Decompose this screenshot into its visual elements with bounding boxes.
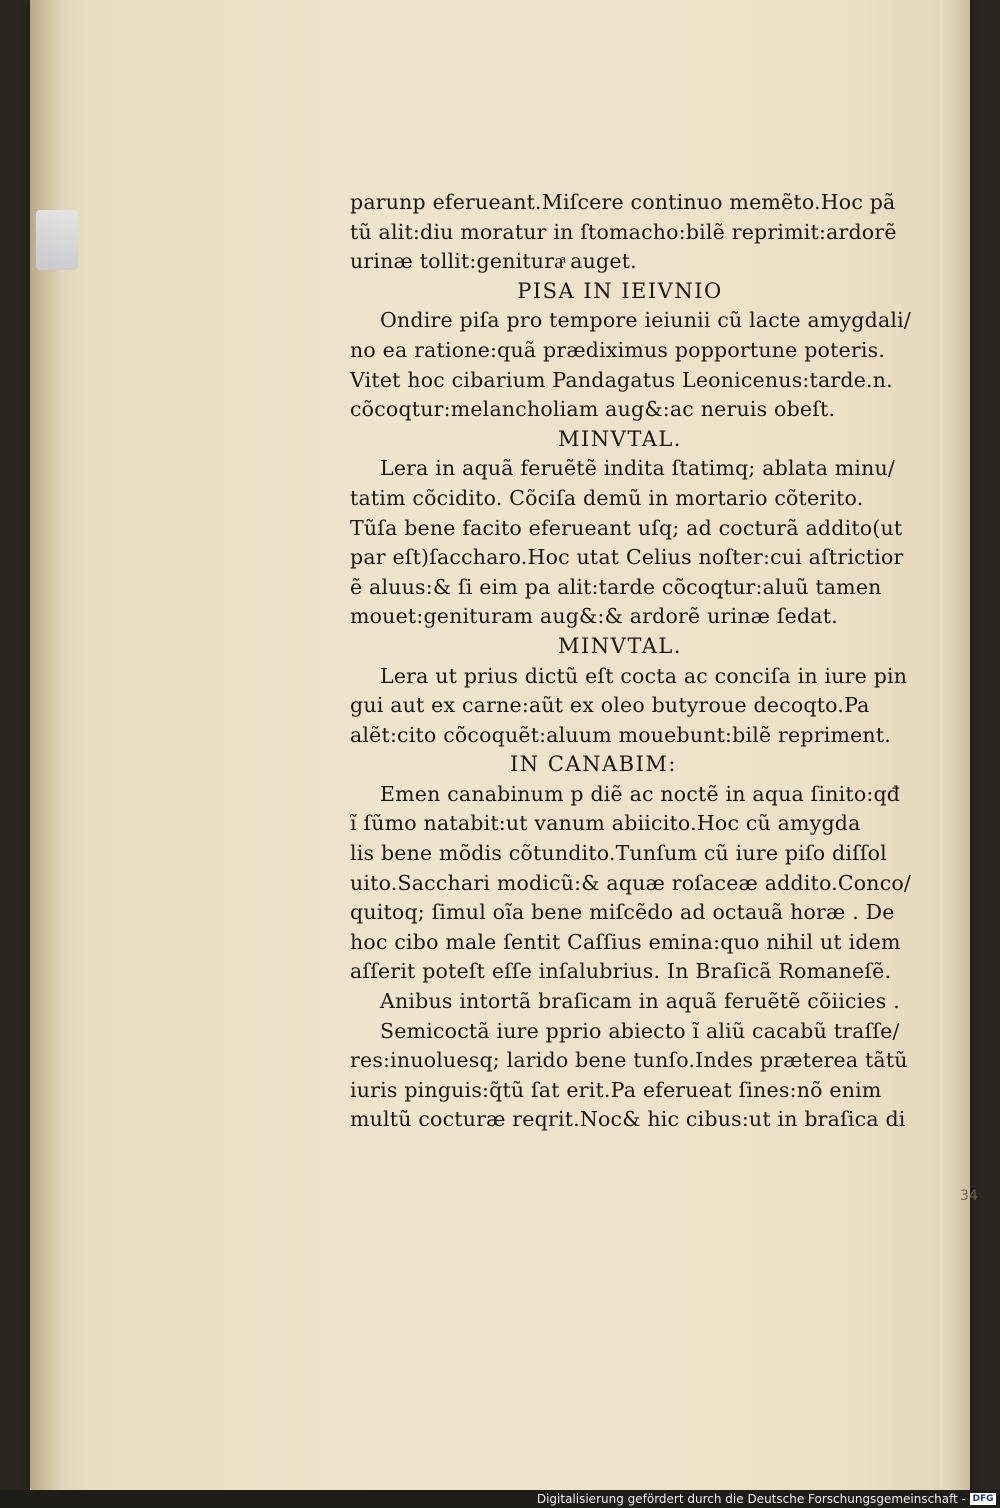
text-line: Semicoctã iure pprio abiecto ĩ aliũ cacabũ traſſe/: [380, 1018, 900, 1043]
text-line: Anibus intortã braſicam in aquã feruẽtẽ cõiicies .: [380, 989, 900, 1014]
text-line: Emen canabinum p diẽ ac noctẽ in aqua ſinito:qđ: [380, 781, 901, 806]
text-line: no ea ratione:quã prædiximus popportune poteris.: [350, 337, 886, 362]
text-line: tatim cõcidito. Cõciſa demũ in mortario cõterito.: [350, 485, 864, 510]
text-line: ĩ ſũmo natabit:ut vanum abiicito.Hoc cũ amygda: [350, 811, 861, 836]
text-line: ẽ aluus:& ſi eim pa alit:tarde cõcoqtur:aluũ tamen: [350, 574, 882, 599]
text-line: par eſt)ſaccharo.Hoc utat Celius noſter:cui aſtrictior: [350, 545, 904, 570]
text-line: iuris pinguis:q̃tũ ſat erit.Pa eferueat ſines:nõ enim: [350, 1077, 882, 1102]
text-line: Lera in aquã feruẽtẽ indita ſtatimq; ablata minu/: [380, 456, 896, 481]
text-line: cõcoqtur:melancholiam aug&:ac neruis obeſt.: [350, 397, 836, 422]
section-heading: PISA IN IEIVNIO: [517, 278, 723, 303]
text-line: quitoq; ſimul oĩa bene miſcẽdo ad octauã horæ . De: [350, 900, 895, 925]
page-fore-edge: [940, 0, 970, 1490]
dfg-logo: DFG: [970, 1493, 996, 1505]
section-heading: MINVTAL.: [558, 426, 682, 451]
text-line: Tũſa bene facito eferueant uſq; ad cocturã addito(ut: [350, 515, 903, 540]
section-heading: IN CANABIM:: [510, 752, 677, 777]
text-line: aſſerit poteſt eſſe inſalubrius. In Braſicã Romaneſẽ.: [350, 959, 892, 984]
text-line: tũ alit:diu moratur in ſtomacho:bilẽ reprimit:ardorẽ: [350, 219, 897, 244]
folio-number: 34: [960, 1188, 978, 1204]
section-heading: MINVTAL.: [558, 633, 682, 658]
digitization-credit: Digitalisierung gefördert durch die Deutsche Forschungsgemeinschaft -: [536, 1492, 966, 1506]
text-line: hoc cibo male ſentit Caſſius emina:quo nihil ut idem: [350, 929, 901, 954]
text-line: Ondire piſa pro tempore ieiunii cũ lacte amygdali/: [380, 308, 911, 333]
text-line: Lera ut prius dictũ eſt cocta ac conciſa in iure pin: [380, 663, 908, 688]
text-line: alẽt:cito cõcoquẽt:aluum mouebunt:bilẽ repriment.: [350, 722, 891, 747]
text-line: urinæ tollit:genituraͣ auget.: [350, 249, 637, 274]
text-line: mouet:genituram aug&:& ardorẽ urinæ ſedat.: [350, 604, 838, 629]
text-line: gui aut ex carne:aũt ex oleo butyroue decoqto.Pa: [350, 693, 870, 718]
text-line: Vitet hoc cibarium Pandagatus Leonicenus:tarde.n.: [350, 367, 893, 392]
printed-text-block: [350, 188, 912, 1135]
page-clip: [36, 210, 78, 270]
text-line: multũ cocturæ reqrit.Noc& hic cibus:ut in braſica di: [350, 1107, 906, 1132]
text-line: uito.Sacchari modicũ:& aquæ roſaceæ addito.Conco/: [350, 870, 912, 895]
text-line: parunp eferueant.Miſcere continuo memẽto.Hoc pã: [350, 190, 896, 214]
text-line: res:inuoluesq; larido bene tunſo.Indes præterea tãtũ: [350, 1048, 908, 1073]
text-line: lis bene mõdis cõtundito.Tunſum cũ iure piſo diſſol: [350, 841, 887, 866]
